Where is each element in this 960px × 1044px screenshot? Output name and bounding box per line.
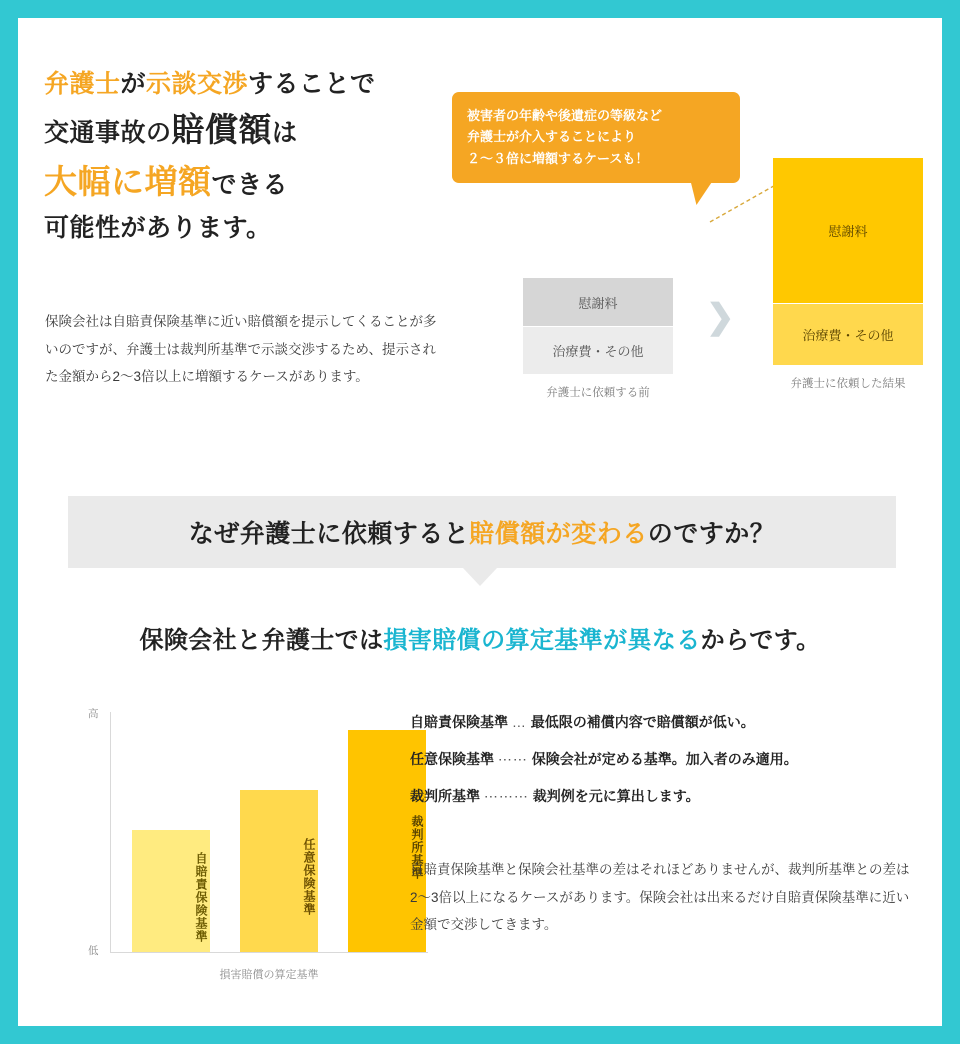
standards-bar-chart [66,698,424,988]
headline-accent-3: 大幅に増額 [44,163,212,201]
before-segment-treatment: 治療費・その他 [523,326,673,374]
answer-heading [18,620,942,655]
hero-headline [44,66,464,246]
definition-row [410,749,910,769]
definition-term: 任意保険基準 [410,751,494,767]
question-banner-notch [463,568,497,586]
bubble-line-3: ２〜３倍に増額するケースも！ [467,150,649,166]
chart-bars [110,712,428,952]
question-text-a: なぜ弁護士に依頼すると [188,520,470,548]
callout-bubble [452,92,740,183]
headline-text-2d: は [272,119,298,148]
headline-line-1 [44,66,464,102]
bubble-line-1: 被害者の年齢や後遺症の等級など [467,108,663,123]
answer-text-a: 保険会社と弁護士では [139,627,384,654]
definition-row [410,712,910,732]
y-axis-label-low: 低 [88,945,99,957]
headline-text-2a: 交通事故 [44,119,147,148]
bar-jibaiseki: 自賠責保険基準 [132,830,210,952]
headline-accent-1: 弁護士 [44,70,121,98]
before-chart [523,278,673,400]
definition-term: 裁判所基準 [410,788,480,804]
definition-dots: … [511,714,527,730]
headline-text-1b: が [120,70,147,98]
after-segment-treatment: 治療費・その他 [773,303,923,365]
headline-text-2b: の [146,119,172,148]
y-axis-label-high: 高 [88,708,99,720]
bar-nini: 任意保険基準 [240,790,318,952]
definition-term: 自賠責保険基準 [410,714,508,730]
after-chart [773,158,923,391]
headline-line-3 [44,158,464,206]
headline-accent-2: 示談交渉 [146,70,249,98]
question-text-b: のですか？ [647,520,776,548]
answer-text-highlight: 損害賠償の算定基準が異なる [383,627,701,654]
before-caption: 弁護士に依頼する前 [546,387,650,399]
definition-list [410,712,910,823]
chart-x-axis [110,952,428,953]
chart-x-axis-label: 損害賠償の算定基準 [219,969,319,981]
definition-dots: ⋯⋯ [497,751,528,767]
definition-description: 最低限の補償内容で賠償額が低い。 [530,714,755,730]
hero-lead-paragraph: 保険会社は自賠責保険基準に近い賠償額を提示してくることが多いのですが、弁護士は裁判所基準で示談交渉するため、提示された金額から2〜3倍以上に増額するケースがあります。 [45,314,437,385]
before-segment-compensation: 慰謝料 [523,278,673,326]
after-segment-compensation: 慰謝料 [773,158,923,303]
definition-dots: ⋯⋯⋯ [483,788,529,804]
definition-description: 裁判例を元に算出します。 [532,788,700,804]
headline-line-2 [44,106,464,154]
answer-text-b: からです。 [700,627,821,654]
comparison-arrow-icon: ❯ [706,298,735,336]
hero-section [18,18,942,438]
bubble-line-2: 弁護士が介入することにより [467,129,637,145]
question-text-highlight: 賠償額が変わる [469,520,648,548]
definition-description: 保険会社が定める基準。加入者のみ適用。 [531,751,798,767]
bar-saibansho: 裁判所基準 [348,730,426,952]
definition-row [410,786,910,806]
headline-text-3b: できる [211,171,289,200]
page-container [18,18,942,1026]
headline-text-1d: することで [248,70,376,98]
headline-text-2c: 賠償額 [171,111,273,149]
after-caption: 弁護士に依頼した結果 [790,378,906,390]
headline-line-4: 可能性があります。 [44,213,272,242]
closing-paragraph: 自賠責保険基準と保険会社基準の差はそれほどありませんが、裁判所基準との差は2〜3倍以上になるケースがあります。保険会社は出来るだけ自賠責保険基準に近い金額で交渉してきます。 [410,862,910,933]
question-banner [68,496,896,568]
